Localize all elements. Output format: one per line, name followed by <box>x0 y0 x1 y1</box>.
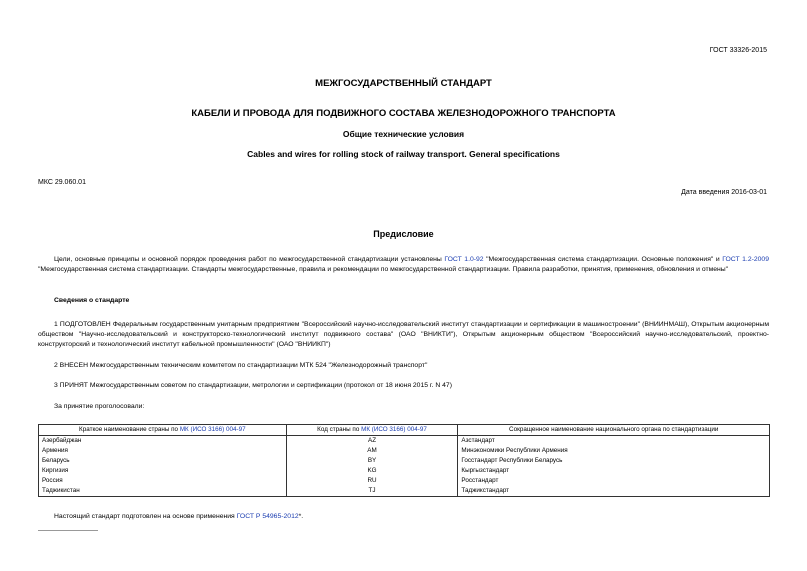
footnote-divider <box>38 530 98 531</box>
code-cell: AZ <box>286 436 458 447</box>
foreword-heading: Предисловие <box>373 229 434 239</box>
country-name-header-text: Краткое наименование страны по <box>79 426 180 433</box>
english-title: Cables and wires for rolling stock of railway transport. General specifications <box>247 149 560 159</box>
org-cell: Минэкономики Республики Армения <box>458 446 770 456</box>
basis-text: Настоящий стандарт подготовлен на основе применения <box>54 513 237 520</box>
country-cell: Азербайджан <box>39 436 287 447</box>
org-cell: Росстандарт <box>458 476 770 486</box>
foreword-text-2: "Межгосударственная система стандартизации. Основные положения" и <box>483 256 723 263</box>
item-adopted: 3 ПРИНЯТ Межгосударственным советом по стандартизации, метрологии и сертификации (протокол от 18 июня 2015 г. N 47) <box>54 382 452 389</box>
basis-statement <box>38 512 769 522</box>
table-row <box>39 466 770 476</box>
country-cell: Армения <box>39 446 287 456</box>
introduction-date: Дата введения 2016-03-01 <box>681 189 767 196</box>
voted-label: За принятие проголосовали: <box>54 403 145 410</box>
table-row <box>39 476 770 486</box>
code-cell: RU <box>286 476 458 486</box>
gost-1-2-2009-link[interactable]: ГОСТ 1.2-2009 <box>722 256 769 263</box>
country-cell: Беларусь <box>39 456 287 466</box>
country-code-header-text: Код страны по <box>317 426 362 433</box>
gost-1-0-92-link[interactable]: ГОСТ 1.0-92 <box>444 256 484 263</box>
item-prepared: 1 ПОДГОТОВЛЕН Федеральным государственным унитарным предприятием "Всероссийский научно-исследовательский институт стандартизации и сертификации в машиностроении" (ВНИИНМАШ), Открытым акционерным обществом "Научно-исследовательский и конструкторско-технологический институт подвижного состава" (ОАО "ВНИКТИ"), Открытым акционерным обществом "Всероссийский научно-исследовательский, проектно-конструкторский и технологический институт кабельной промышленности" (ОАО "ВНИИКП") <box>38 321 769 348</box>
table-row <box>39 486 770 497</box>
org-cell: Госстандарт Республики Беларусь <box>458 456 770 466</box>
gost-r-54965-2012-link[interactable]: ГОСТ Р 54965-2012 <box>236 513 299 520</box>
standard-info-heading: Сведения о стандарте <box>54 297 130 304</box>
country-cell: Таджикистан <box>39 486 287 497</box>
basis-footnote-mark: *. <box>298 513 304 520</box>
foreword-text-3: "Межгосударственная система стандартизации. Стандарты межгосударственные, правила и рекомендации по межгосударственной стандартизации. Правила разработки, принятия, применения, обновления и отмены" <box>38 266 729 273</box>
org-cell: Таджикстандарт <box>458 486 770 497</box>
code-cell: BY <box>286 456 458 466</box>
item-submitted: 2 ВНЕСЕН Межгосударственным техническим комитетом по стандартизации МТК 524 "Железнодорожный транспорт" <box>54 362 428 369</box>
org-cell: Азстандарт <box>458 436 770 447</box>
standard-subtitle: Общие технические условия <box>342 129 465 139</box>
table-row <box>39 436 770 447</box>
code-cell: KG <box>286 466 458 476</box>
org-cell: Кыргызстандарт <box>458 466 770 476</box>
country-cell: Киргизия <box>39 466 287 476</box>
foreword-text-1: Цели, основные принципы и основной порядок проведения работ по межгосударственной стандартизации установлены <box>54 256 445 263</box>
mk-iso-link[interactable]: МК (ИСО 3166) 004-97 <box>361 426 427 433</box>
voting-countries-table <box>38 424 770 497</box>
mk-iso-link[interactable]: МК (ИСО 3166) 004-97 <box>179 426 246 433</box>
code-cell: TJ <box>286 486 458 497</box>
table-row <box>39 446 770 456</box>
standard-title: КАБЕЛИ И ПРОВОДА ДЛЯ ПОДВИЖНОГО СОСТАВА ЖЕЛЕЗНОДОРОЖНОГО ТРАНСПОРТА <box>191 108 616 119</box>
country-code-header <box>286 425 458 436</box>
code-cell: AM <box>286 446 458 456</box>
table-header-row <box>39 425 770 436</box>
foreword-paragraph <box>38 255 769 275</box>
national-body-header: Сокращенное наименование национального органа по стандартизации <box>458 425 770 436</box>
standard-type-heading: МЕЖГОСУДАРСТВЕННЫЙ СТАНДАРТ <box>315 78 492 89</box>
document-code: ГОСТ 33326-2015 <box>709 47 767 54</box>
table-row <box>39 456 770 466</box>
mks-code: МКС 29.060.01 <box>38 179 86 186</box>
country-cell: Россия <box>39 476 287 486</box>
country-name-header <box>39 425 287 436</box>
